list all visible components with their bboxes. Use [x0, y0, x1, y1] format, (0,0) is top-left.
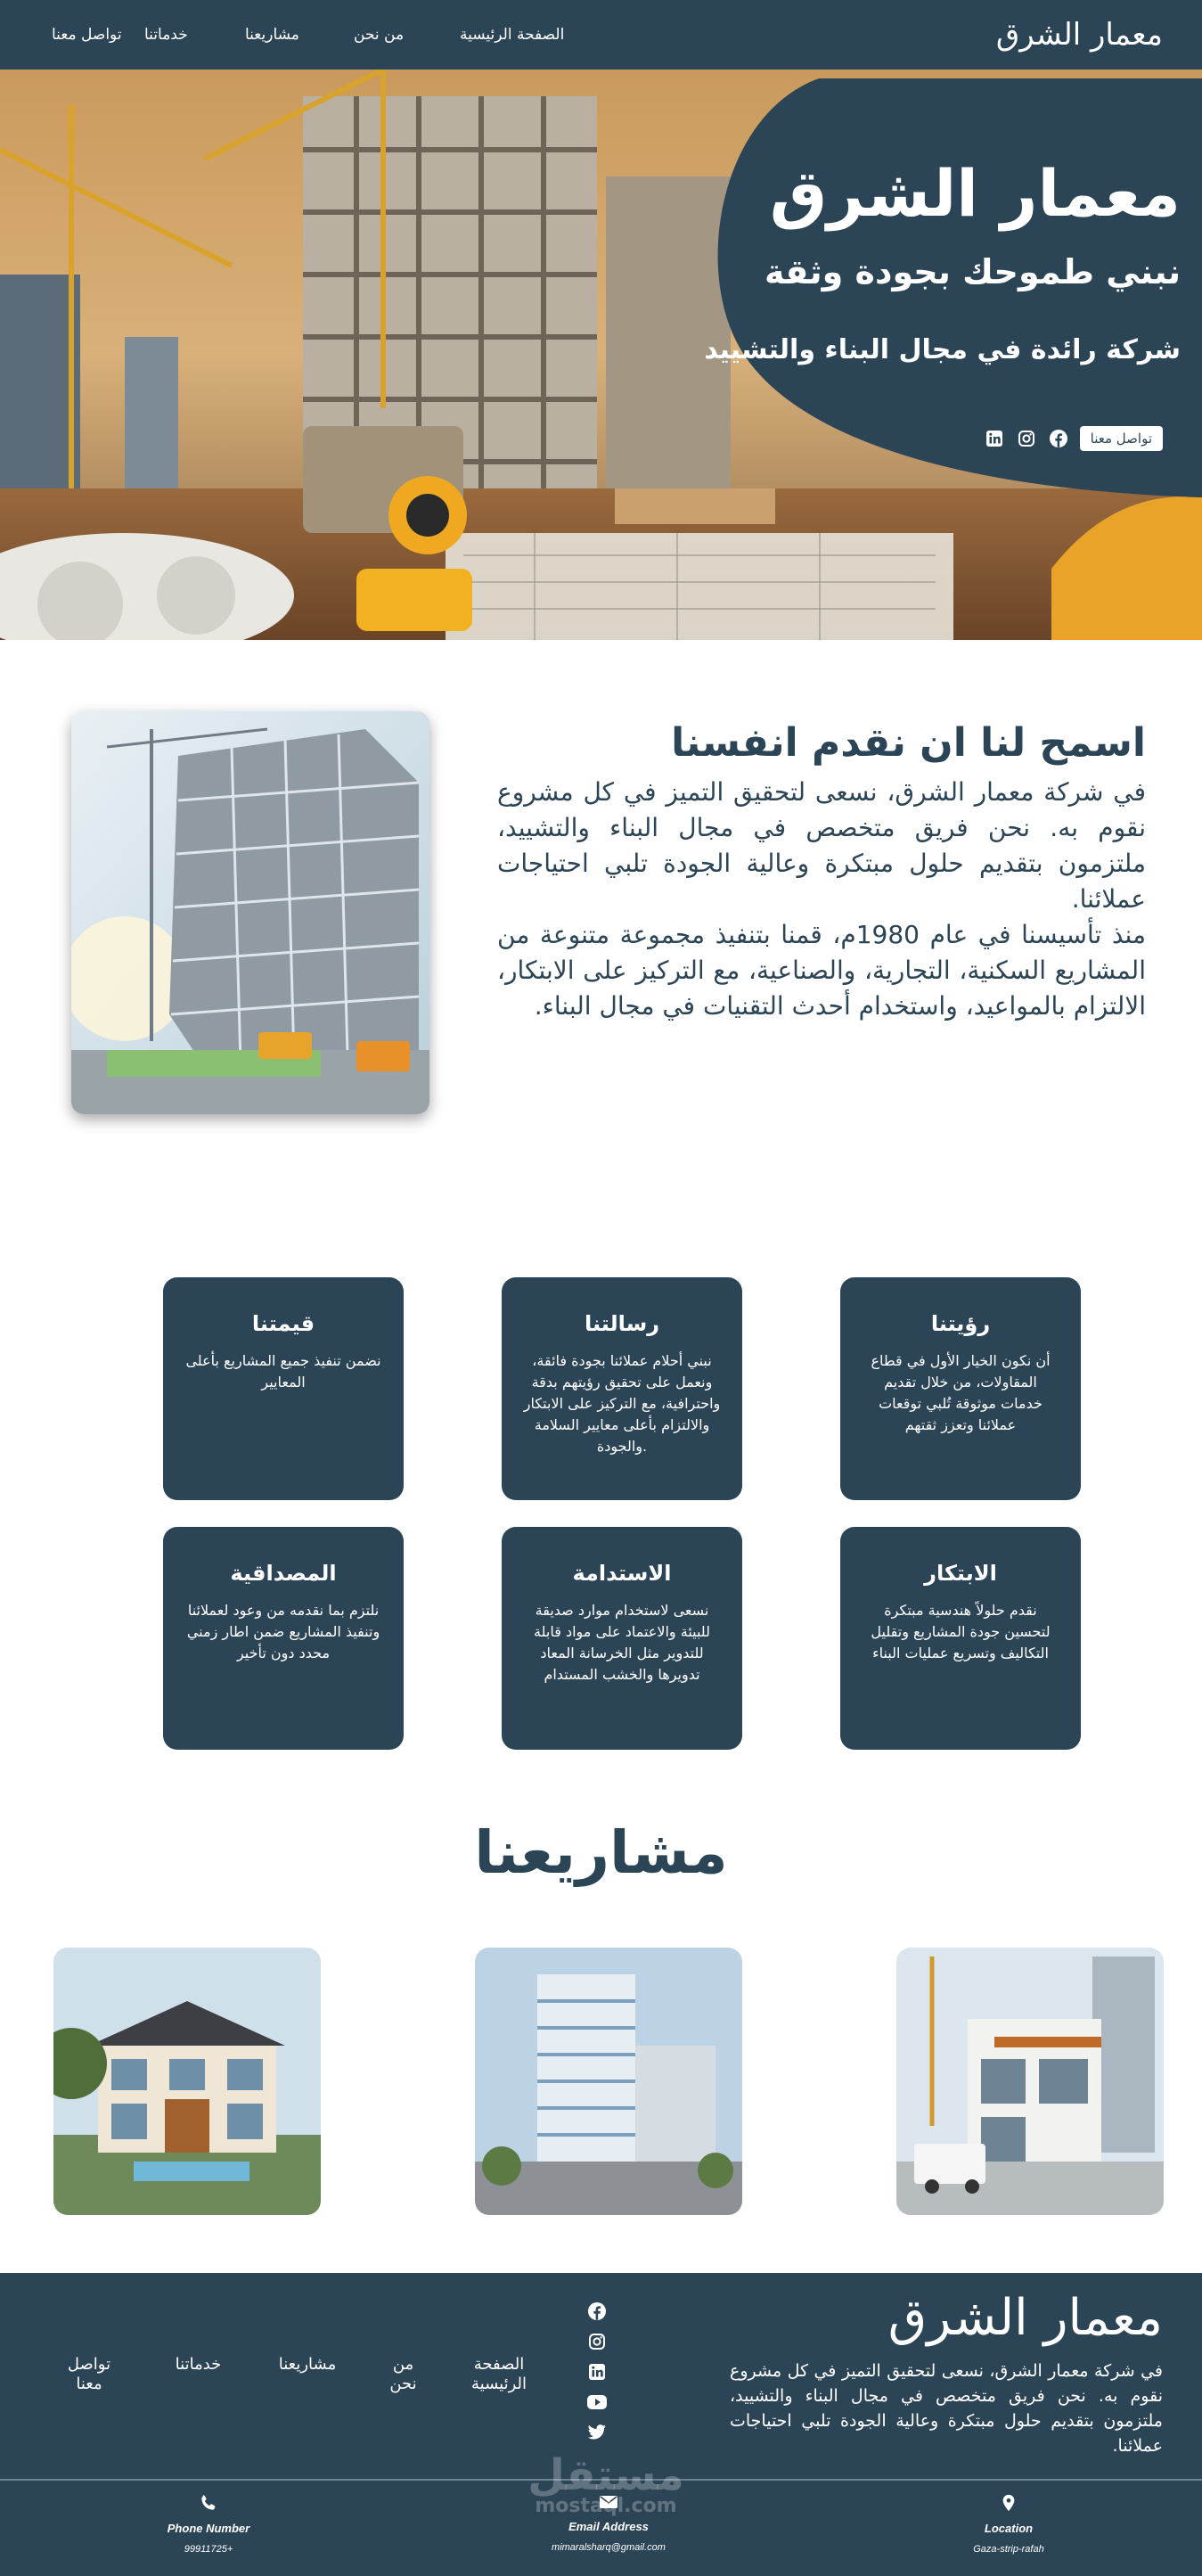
footer-description: في شركة معمار الشرق، نسعى لتحقيق التميز في كل مشروع نقوم به. نحن فريق متخصص في مجال البناء والتشييد، ملتزمون بتقديم حلول مبتكرة وعالية الجودة تلبي احتياجات عملائنا. [730, 2361, 1163, 2456]
hero-subtitle: نبني طموحك بجودة وثقة [765, 252, 1181, 292]
nav-link-contact[interactable]: تواصل معنا [52, 26, 122, 44]
project-modern-house-image[interactable] [896, 1948, 1164, 2215]
phone-icon [200, 2494, 217, 2512]
project-tower-image[interactable] [475, 1948, 742, 2215]
twitter-icon[interactable] [586, 2423, 608, 2442]
hero-section [0, 70, 1202, 640]
hero-tagline: شركة رائدة في مجال البناء والتشييد [704, 334, 1181, 366]
value-card-title: المصداقية [230, 1561, 337, 1586]
value-card-title: الاستدامة [572, 1561, 672, 1586]
location-pin-icon [1001, 2494, 1017, 2512]
linkedin-icon[interactable] [586, 2362, 608, 2382]
value-card [840, 1277, 1081, 1500]
about-building-image [71, 711, 429, 1114]
mostaql-watermark [526, 2450, 686, 2517]
value-card-title: رسالتنا [584, 1311, 660, 1336]
nav-link-home[interactable]: الصفحة الرئيسية [460, 26, 565, 44]
hero-content [682, 156, 1181, 366]
footer-social-icons [586, 2301, 608, 2442]
instagram-icon[interactable] [1016, 428, 1037, 449]
location-value: Gaza-strip-rafah [973, 2544, 1044, 2555]
top-navbar [0, 0, 1202, 70]
value-card-title: قيمتنا [251, 1311, 315, 1336]
value-card [163, 1527, 404, 1750]
value-card-text: نضمن تنفيذ جميع المشاريع بأعلى المعايير [185, 1352, 381, 1391]
value-card [502, 1527, 742, 1750]
footer-link-projects[interactable]: مشاريعنا [278, 2355, 337, 2374]
nav-link-about[interactable]: من نحن [354, 26, 405, 44]
watermark-latin: mostaql.com [535, 2495, 677, 2517]
about-paragraph-2: منذ تأسيسنا في عام 1980م، قمنا بتنفيذ مجموعة متنوعة من المشاريع السكنية، التجارية، والصناعية، مع التركيز على الابتكار، الالتزام بالمواعيد، واستخدام أحدث التقنيات في مجال البناء. [497, 920, 1147, 1021]
nav-brand[interactable]: معمار الشرق [995, 17, 1163, 53]
location-label: Location [984, 2522, 1034, 2535]
value-card-title: رؤيتنا [930, 1311, 991, 1336]
phone-label: Phone Number [167, 2522, 250, 2535]
facebook-icon[interactable] [1048, 428, 1069, 449]
value-card [502, 1277, 742, 1500]
hero-contact-button[interactable]: تواصل معنا [1080, 426, 1163, 451]
value-card [163, 1277, 404, 1500]
project-villa-image[interactable] [53, 1948, 321, 2215]
contact-phone [93, 2494, 324, 2555]
linkedin-icon[interactable] [984, 428, 1005, 449]
projects-title: مشاريعنا [474, 1818, 728, 1887]
instagram-icon[interactable] [586, 2332, 608, 2351]
email-value[interactable]: mimaralsharq@gmail.com [552, 2542, 666, 2553]
value-card-title: الابتكار [924, 1561, 997, 1586]
footer-brand: معمار الشرق [887, 2289, 1163, 2347]
nav-link-projects[interactable]: مشاريعنا [245, 26, 299, 44]
value-card-text: نسعى لاستخدام موارد صديقة للبيئة والاعتماد على مواد قابلة للتدوير مثل الخرسانة المعاد تدويرها والخشب المستدام [534, 1602, 710, 1683]
footer [0, 2273, 1202, 2576]
footer-link-home[interactable]: الصفحة الرئيسية [471, 2355, 527, 2393]
watermark-arabic: مستقل [527, 2450, 684, 2500]
hero-title: معمار الشرق [769, 156, 1181, 231]
nav-links [52, 26, 564, 44]
contact-location [893, 2494, 1124, 2555]
nav-link-services[interactable]: خدماتنا [144, 26, 188, 44]
hero-actions [984, 426, 1163, 451]
value-card-text: نبني أحلام عملائنا بجودة فائقة، ونعمل على تحقيق رؤيتهم بدقة واحترافية، مع التركيز على الابتكار والالتزام بأعلى معايير السلامة والجودة. [523, 1352, 721, 1455]
about-section [497, 720, 1146, 1024]
about-title: اسمح لنا ان نقدم انفسنا [671, 720, 1146, 766]
footer-links [53, 2355, 535, 2394]
footer-link-contact[interactable]: تواصل معنا [67, 2355, 111, 2393]
value-card-text: أن نكون الخيار الأول في قطاع المقاولات، من خلال تقديم خدمات موثوقة تُلبي توقعات عملائنا وتعزز ثقتهم [871, 1352, 1051, 1433]
about-paragraph-1: في شركة معمار الشرق، نسعى لتحقيق التميز في كل مشروع نقوم به. نحن فريق متخصص في مجال البناء والتشييد، ملتزمون بتقديم حلول مبتكرة وعالية الجودة تلبي احتياجات عملائنا. [497, 777, 1146, 914]
phone-value[interactable]: 99911725+ [184, 2544, 233, 2555]
value-card-text: نلتزم بما نقدمه من وعود لعملائنا وتنفيذ المشاريع ضمن اطار زمني محدد دون تأخير [186, 1602, 380, 1661]
facebook-icon[interactable] [586, 2301, 608, 2321]
footer-link-services[interactable]: خدماتنا [175, 2355, 222, 2374]
email-label: Email Address [568, 2520, 649, 2533]
value-card [840, 1527, 1081, 1750]
youtube-icon[interactable] [586, 2392, 608, 2412]
footer-link-about[interactable]: من نحن [389, 2355, 417, 2393]
value-card-text: نقدم حلولاً هندسية مبتكرة لتحسين جودة المشاريع وتقليل التكاليف وتسريع عمليات البناء [871, 1602, 1051, 1661]
